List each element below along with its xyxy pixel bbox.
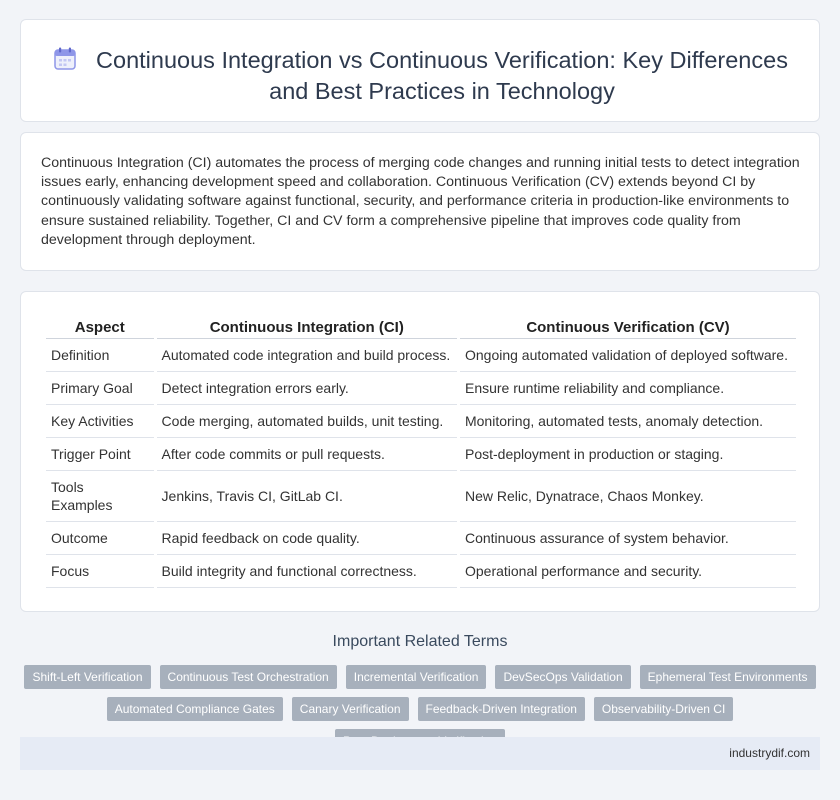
row-cv: Ongoing automated validation of deployed software. <box>460 339 796 372</box>
row-ci: Automated code integration and build process. <box>157 339 457 372</box>
tag-devsecops-validation[interactable]: DevSecOps Validation <box>495 665 630 689</box>
row-ci: After code commits or pull requests. <box>157 438 457 471</box>
row-aspect: Trigger Point <box>46 438 154 471</box>
table-header-row <box>46 316 796 339</box>
footer-site-name[interactable]: industrydif.com <box>729 746 810 760</box>
row-cv: New Relic, Dynatrace, Chaos Monkey. <box>460 471 796 522</box>
title-card <box>20 19 820 122</box>
table-row <box>46 555 796 588</box>
tag-canary-verification[interactable]: Canary Verification <box>292 697 409 721</box>
row-cv: Post-deployment in production or staging. <box>460 438 796 471</box>
intro-paragraph: Continuous Integration (CI) automates the process of merging code changes and running initial tests to detect integration issues early, enhancing development speed and collaboration. Continuous Verification (CV) extends beyond CI by continuously validating software against functional, security, and performance criteria in production-like environments to ensure sustained reliability. Together, CI and CV form a comprehensive pipeline that improves code quality from development through deployment. <box>41 155 800 248</box>
row-cv: Ensure runtime reliability and compliance. <box>460 372 796 405</box>
table-row <box>46 339 796 372</box>
row-aspect: Definition <box>46 339 154 372</box>
row-aspect: Tools Examples <box>46 471 154 522</box>
footer <box>20 737 820 770</box>
tag-shift-left-verification[interactable]: Shift-Left Verification <box>24 665 150 689</box>
intro-card <box>20 132 820 271</box>
related-terms-heading: Important Related Terms <box>332 633 508 650</box>
page-title: Continuous Integration vs Continuous Verification: Key Differences and Best Practices in Technology <box>96 47 788 104</box>
row-ci: Code merging, automated builds, unit testing. <box>157 405 457 438</box>
tag-observability-driven-ci[interactable]: Observability-Driven CI <box>594 697 733 721</box>
comparison-table <box>43 316 799 588</box>
table-row <box>46 522 796 555</box>
row-ci: Rapid feedback on code quality. <box>157 522 457 555</box>
table-row <box>46 438 796 471</box>
row-ci: Detect integration errors early. <box>157 372 457 405</box>
tag-incremental-verification[interactable]: Incremental Verification <box>346 665 487 689</box>
tag-feedback-driven-integration[interactable]: Feedback-Driven Integration <box>418 697 585 721</box>
row-aspect: Focus <box>46 555 154 588</box>
comparison-card <box>20 291 820 612</box>
row-ci: Jenkins, Travis CI, GitLab CI. <box>157 471 457 522</box>
header-ci: Continuous Integration (CI) <box>157 316 457 339</box>
header-cv: Continuous Verification (CV) <box>460 316 796 339</box>
row-aspect: Key Activities <box>46 405 154 438</box>
row-cv: Monitoring, automated tests, anomaly detection. <box>460 405 796 438</box>
table-row <box>46 405 796 438</box>
table-row <box>46 372 796 405</box>
tag-automated-compliance-gates[interactable]: Automated Compliance Gates <box>107 697 283 721</box>
row-cv: Operational performance and security. <box>460 555 796 588</box>
row-aspect: Outcome <box>46 522 154 555</box>
row-cv: Continuous assurance of system behavior. <box>460 522 796 555</box>
tag-continuous-test-orchestration[interactable]: Continuous Test Orchestration <box>160 665 337 689</box>
table-row <box>46 471 796 522</box>
row-aspect: Primary Goal <box>46 372 154 405</box>
row-ci: Build integrity and functional correctness. <box>157 555 457 588</box>
tag-ephemeral-test-environments[interactable]: Ephemeral Test Environments <box>640 665 816 689</box>
header-aspect: Aspect <box>46 316 154 339</box>
calendar-icon <box>51 45 79 73</box>
